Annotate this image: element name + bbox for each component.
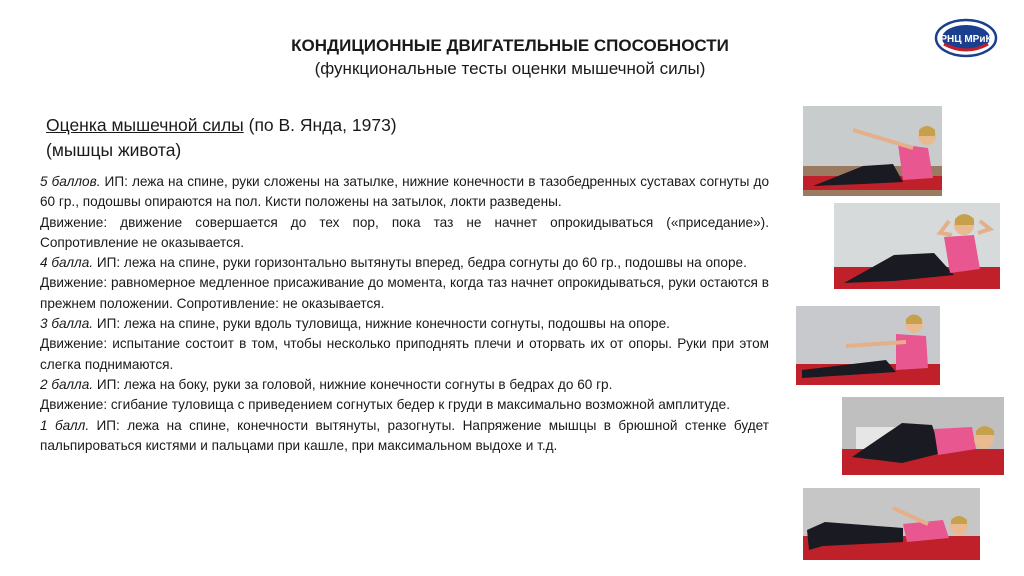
position-text: ИП: лежа на спине, руки горизонтально вытянуты вперед, бедра согнуты до 60 гр., подошвы на опоре.	[93, 255, 747, 271]
position-text: ИП: лежа на боку, руки за головой, нижние конечности согнуты в бедрах до 60 гр.	[93, 376, 613, 392]
level-5-position	[40, 172, 769, 213]
score-label: 1 балл.	[40, 417, 90, 433]
level-3-position	[40, 314, 769, 334]
section-heading	[46, 113, 397, 163]
score-label: 3 балла.	[40, 316, 94, 332]
level-3-movement: Движение: испытание состоит в том, чтобы несколько приподнять плечи и оторвать их от опоры. Руки при этом слегка поднимаются.	[40, 336, 769, 372]
slide-title: КОНДИЦИОННЫЕ ДВИГАТЕЛЬНЫЕ СПОСОБНОСТИ	[291, 36, 729, 55]
exercise-photo-4	[842, 397, 1004, 475]
score-label: 4 балла.	[40, 255, 94, 271]
exercise-photo-3	[796, 306, 940, 385]
slide-subtitle: (функциональные тесты оценки мышечной силы)	[314, 59, 706, 78]
score-label: 2 балла.	[40, 376, 94, 392]
heading-underlined: Оценка мышечной силы	[46, 115, 244, 135]
position-text: ИП: лежа на спине, руки сложены на затылке, нижние конечности в тазобедренных суставах согнуты до 60 гр., подошвы опираются на пол. Кисти положены на затылок, локти разведены.	[40, 174, 769, 210]
level-4-movement: Движение: равномерное медленное присаживание до момента, когда таз начнет опрокидываться, руки остаются в прежнем положении. Сопротивление: не оказывается.	[40, 275, 769, 311]
rnc-mrik-logo	[934, 18, 998, 58]
level-1-position	[40, 416, 769, 457]
heading-rest: (по В. Янда, 1973)	[243, 115, 397, 135]
score-label: 5 баллов.	[40, 174, 101, 189]
position-text: ИП: лежа на спине, руки вдоль туловища, нижние конечности согнуты, подошвы на опоре.	[93, 316, 670, 332]
exercise-photo-2	[834, 203, 1000, 289]
level-4-position	[40, 253, 769, 273]
test-description	[40, 172, 769, 456]
level-2-position	[40, 375, 769, 395]
exercise-photo-5	[803, 488, 980, 560]
level-5-movement: Движение: движение совершается до тех пор, пока таз не начнет опрокидываться («приседание»). Сопротивление не оказывается.	[40, 214, 769, 250]
exercise-photo-1	[803, 106, 942, 196]
position-text: ИП: лежа на спине, конечности вытянуты, разогнуты. Напряжение мышцы в брюшной стенке будет пальпироваться кистями и пальцами при кашле, при максимальном выдохе и т.д.	[40, 417, 769, 453]
logo-text: РНЦ МРиК	[940, 34, 992, 45]
subheading: (мышцы живота)	[46, 140, 182, 160]
level-2-movement: Движение: сгибание туловища с приведением согнутых бедер к груди в максимально возможной амплитуде.	[40, 397, 731, 413]
